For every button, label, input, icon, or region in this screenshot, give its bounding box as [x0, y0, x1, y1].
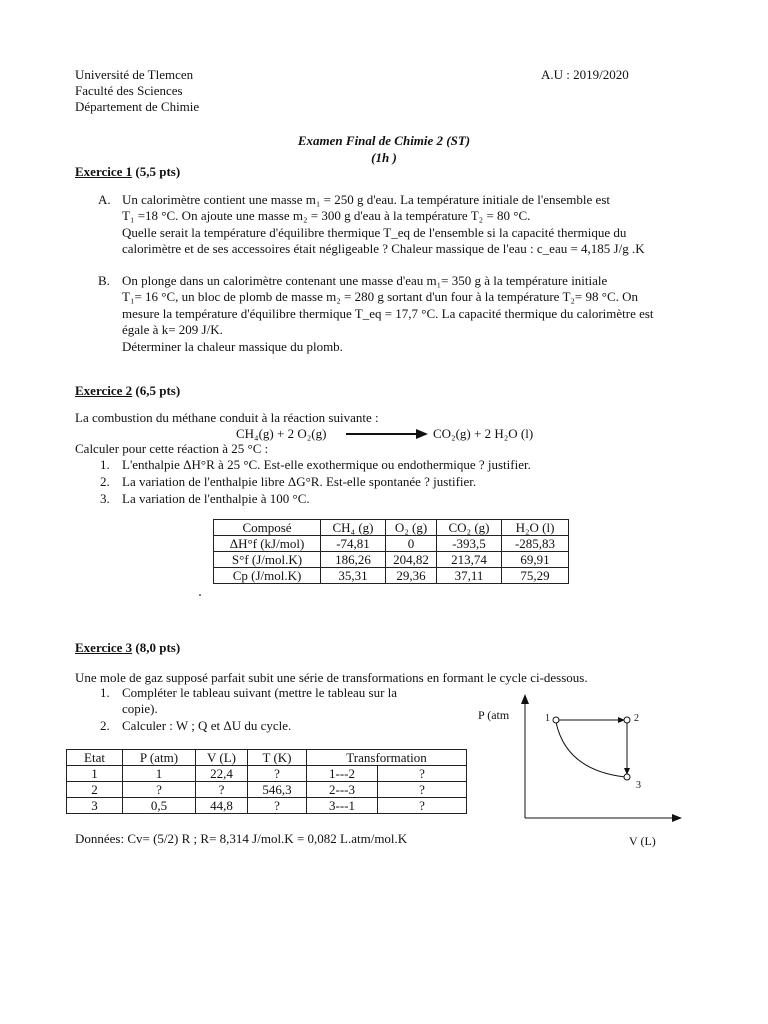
table-cell: 3 [67, 798, 123, 814]
table-header-cell: CO₂ (g) [437, 520, 502, 536]
table-header-cell: CH₄ (g) [321, 520, 386, 536]
exercise-1-part-b [98, 273, 678, 358]
table-cell: 1 [67, 766, 123, 782]
reaction-arrow-icon [346, 428, 428, 440]
part-b-line1: On plonge dans un calorimètre contenant une masse d'eau m₁= 350 g à la température initiale [122, 273, 608, 288]
exercise-2-questions [100, 457, 600, 509]
table-cell: 44,8 [196, 798, 248, 814]
table-cell: -393,5 [437, 536, 502, 552]
question-text: La variation de l'enthalpie libre ΔG°R. Est-elle spontanée ? justifier. [122, 474, 477, 489]
reaction-products: CO₂(g) + 2 H₂O (l) [433, 426, 534, 441]
question-number: 1. [100, 457, 110, 472]
department-name: Département de Chimie [75, 99, 200, 114]
exercise-1-heading [75, 164, 180, 180]
part-b-line5: Déterminer la chaleur massique du plomb. [122, 339, 343, 354]
table-cell: ? [378, 798, 467, 814]
question-number: 2. [100, 718, 110, 733]
exam-duration: (1h ) [371, 150, 397, 165]
exercise-2-calc: Calculer pour cette réaction à 25 °C : [75, 441, 269, 456]
question-text: Calculer : W ; Q et ΔU du cycle. [122, 718, 292, 733]
table-cell: Cp (J/mol.K) [214, 568, 321, 584]
table-row [67, 766, 467, 782]
university-name: Université de Tlemcen [75, 67, 194, 82]
table-cell: 204,82 [386, 552, 437, 568]
state-2-label: 2 [634, 713, 639, 724]
p-axis-label: P (atm [478, 708, 510, 722]
table-cell: 186,26 [321, 552, 386, 568]
thermo-data-table [213, 519, 569, 584]
path-3-1 [556, 722, 625, 777]
part-b-line4: égale à k= 209 J/K. [122, 322, 223, 337]
part-b-line3: mesure la température d'équilibre thermique T_eq = 17,7 °C. La capacité thermique du calorimètre est [122, 306, 654, 321]
part-b-label: B. [98, 273, 110, 288]
part-a-line2: T₁ =18 °C. On ajoute une masse m₂ = 300 g d'eau à la température T₂ = 80 °C. [122, 208, 531, 223]
table-cell: 69,91 [502, 552, 569, 568]
table-header-cell: P (atm) [123, 750, 196, 766]
exercise-3-points: (8,0 pts) [132, 640, 181, 655]
table-cell: ? [248, 766, 307, 782]
part-a-line1: Un calorimètre contient une masse m₁ = 250 g d'eau. La température initiale de l'ensemble est [122, 192, 610, 207]
p-axis-arrow-icon [521, 694, 529, 704]
state-1-point [553, 717, 559, 723]
table-cell: S°f (J/mol.K) [214, 552, 321, 568]
v-axis-arrow-icon [672, 814, 682, 822]
table-cell: 29,36 [386, 568, 437, 584]
exercise-1-title: Exercice 1 [75, 164, 133, 179]
exercise-2-intro: La combustion du méthane conduit à la réaction suivante : [75, 410, 379, 425]
table-row [67, 798, 467, 814]
question-text: Compléter le tableau suivant (mettre le tableau sur la [122, 685, 398, 700]
table-row [214, 552, 569, 568]
exam-title [0, 133, 768, 167]
table-cell: ΔH°f (kJ/mol) [214, 536, 321, 552]
table-header-cell: V (L) [196, 750, 248, 766]
exam-title-line1: Examen Final de Chimie 2 (ST) [297, 133, 471, 148]
table-cell: 35,31 [321, 568, 386, 584]
state-3-label: 3 [636, 780, 641, 791]
table-header-cell: Composé [214, 520, 321, 536]
table-row [214, 568, 569, 584]
table-cell: 2---3 [307, 782, 378, 798]
scan-speck [199, 594, 201, 596]
table-header-row [67, 750, 467, 766]
v-axis-label: V (L) [629, 834, 656, 848]
table-cell: 546,3 [248, 782, 307, 798]
table-cell: 2 [67, 782, 123, 798]
institution-block [75, 67, 199, 115]
question-text: L'enthalpie ΔH°R à 25 °C. Est-elle exothermique ou endothermique ? justifier. [122, 457, 531, 472]
table-cell: ? [378, 766, 467, 782]
faculty-name: Faculté des Sciences [75, 83, 183, 98]
table-cell: ? [248, 798, 307, 814]
table-cell: 3---1 [307, 798, 378, 814]
reaction-reactants: CH₄(g) + 2 O₂(g) [236, 426, 327, 441]
exercise-2-points: (6,5 pts) [132, 383, 181, 398]
table-header-cell: H₂O (l) [502, 520, 569, 536]
table-cell: ? [123, 782, 196, 798]
exercise-3-heading [75, 640, 180, 656]
table-row [214, 536, 569, 552]
table-header-cell: O₂ (g) [386, 520, 437, 536]
exercise-3-intro: Une mole de gaz supposé parfait subit une série de transformations en formant le cycle ci-dessous. [75, 670, 588, 685]
question-number: 3. [100, 491, 110, 506]
exercise-1-part-a [98, 192, 678, 262]
exercise-3-title: Exercice 3 [75, 640, 133, 655]
question-number: 2. [100, 474, 110, 489]
table-cell: 1---2 [307, 766, 378, 782]
table-cell: -74,81 [321, 536, 386, 552]
table-header-cell: T (K) [248, 750, 307, 766]
exercise-2-heading [75, 383, 180, 399]
table-header-cell: Etat [67, 750, 123, 766]
table-cell: 75,29 [502, 568, 569, 584]
state-2-point [624, 717, 630, 723]
state-3-point [624, 774, 630, 780]
question-text: copie). [122, 701, 158, 716]
part-b-line2: T₁= 16 °C, un bloc de plomb de masse m₂ = 280 g sortant d'un four à la température T₂= 98 °C. On [122, 289, 639, 304]
table-cell: 22,4 [196, 766, 248, 782]
question-number: 1. [100, 685, 110, 700]
table-cell: ? [196, 782, 248, 798]
table-cell: 1 [123, 766, 196, 782]
state-table [66, 749, 467, 814]
exercise-1-points: (5,5 pts) [132, 164, 181, 179]
table-row [67, 782, 467, 798]
table-cell: 213,74 [437, 552, 502, 568]
exercise-3-questions [100, 685, 460, 735]
academic-year: A.U : 2019/2020 [541, 67, 629, 82]
table-cell: -285,83 [502, 536, 569, 552]
part-a-label: A. [98, 192, 111, 207]
table-header-cell: Transformation [307, 750, 467, 766]
table-header-row [214, 520, 569, 536]
part-a-line4: calorimètre et de ses accessoires était négligeable ? Chaleur massique de l'eau : c_eau = 4,185 J/g .K [122, 241, 645, 256]
state-1-label: 1 [545, 713, 550, 724]
exercise-3-data: Données: Cv= (5/2) R ; R= 8,314 J/mol.K = 0,082 L.atm/mol.K [75, 831, 408, 846]
table-cell: ? [378, 782, 467, 798]
exercise-2-title: Exercice 2 [75, 383, 133, 398]
table-cell: 0 [386, 536, 437, 552]
part-a-line3: Quelle serait la température d'équilibre thermique T_eq de l'ensemble si la capacité thermique du [122, 225, 627, 240]
table-cell: 37,11 [437, 568, 502, 584]
question-text: La variation de l'enthalpie à 100 °C. [122, 491, 310, 506]
table-cell: 0,5 [123, 798, 196, 814]
